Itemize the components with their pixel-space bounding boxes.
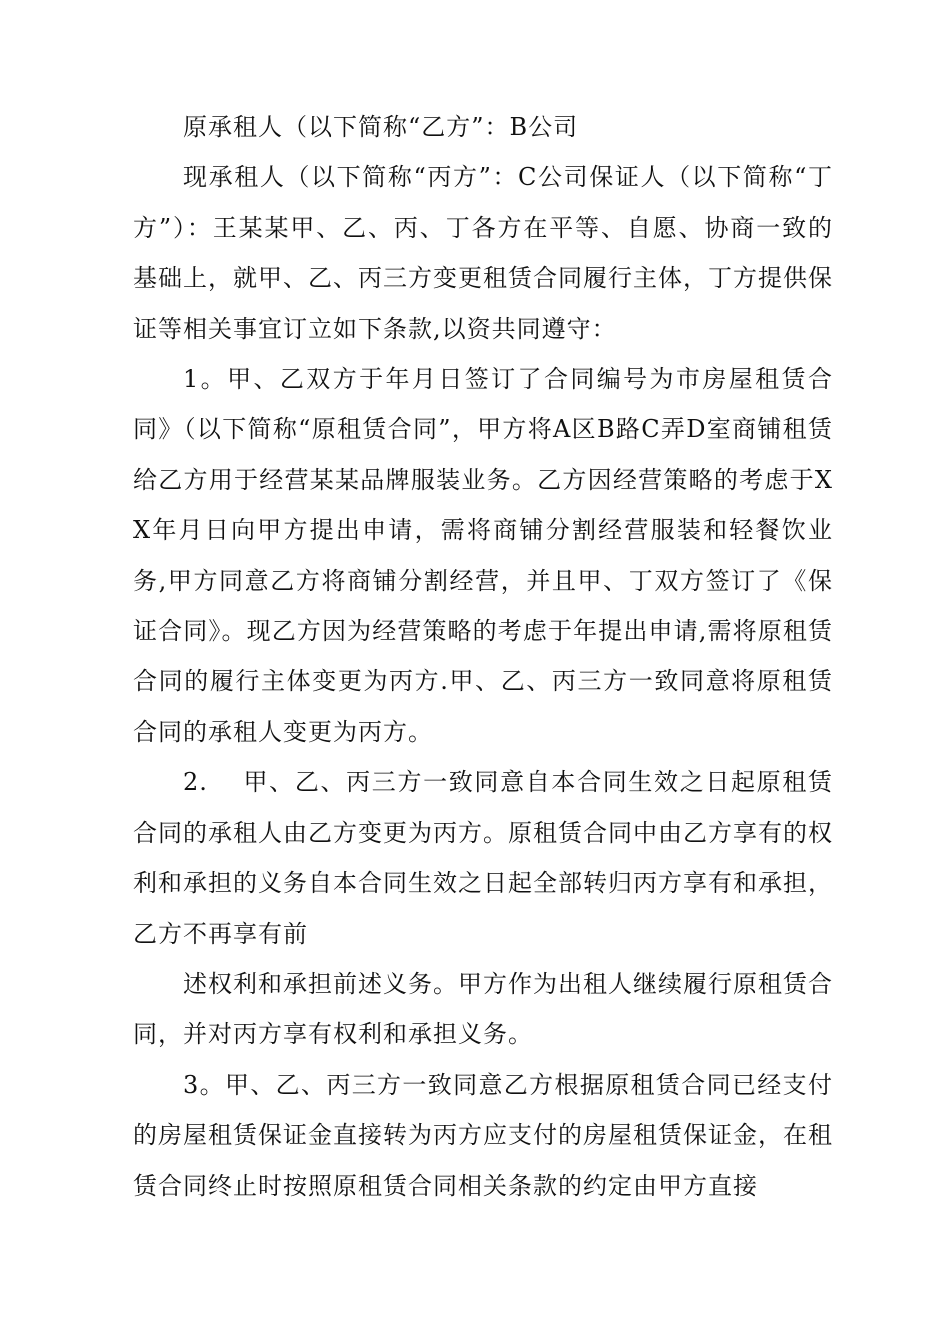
paragraph-clause-2: 2. 甲、乙、丙三方一致同意自本合同生效之日起原租赁合同的承租人由乙方变更为丙方。原租赁合同中由乙方享有的权利和承担的义务自本合同生效之日起全部转归丙方享有和承担，乙方不再享有前 — [133, 768, 833, 948]
paragraph-clause-3: 3。甲、乙、丙三方一致同意乙方根据原租赁合同已经支付的房屋租赁保证金直接转为丙方应支付的房屋租赁保证金，在租赁合同终止时按照原租赁合同相关条款的约定由甲方直接 — [133, 1070, 833, 1200]
paragraph-new-lessee-and-guarantor: 现承租人（以下简称“丙方”：C公司保证人（以下简称“丁方”）：王某某甲、乙、丙、丁各方在平等、自愿、协商一致的基础上，就甲、乙、丙三方变更租赁合同履行主体，丁方提供保证等相关事宜订立如下条款,以资共同遵守： — [133, 163, 833, 343]
paragraph-clause-1: 1。甲、乙双方于年月日签订了合同编号为市房屋租赁合同》（以下简称“原租赁合同”，甲方将A区B路C弄D室商铺租赁给乙方用于经营某某品牌服装业务。乙方因经营策略的考虑于XX年月日向甲方提出申请，需将商铺分割经营服装和轻餐饮业务,甲方同意乙方将商铺分割经营，并且甲、丁双方签订了《保证合同》。现乙方因为经营策略的考虑于年提出申请,需将原租赁合同的履行主体变更为丙方.甲、乙、丙三方一致同意将原租赁合同的承租人变更为丙方。 — [133, 365, 833, 746]
document-body — [133, 102, 833, 1211]
paragraph-original-lessee: 原承租人（以下简称“乙方”：B公司 — [183, 113, 579, 141]
paragraph-clause-2-continued: 述权利和承担前述义务。甲方作为出租人继续履行原租赁合同，并对丙方享有权利和承担义务。 — [133, 969, 833, 1049]
